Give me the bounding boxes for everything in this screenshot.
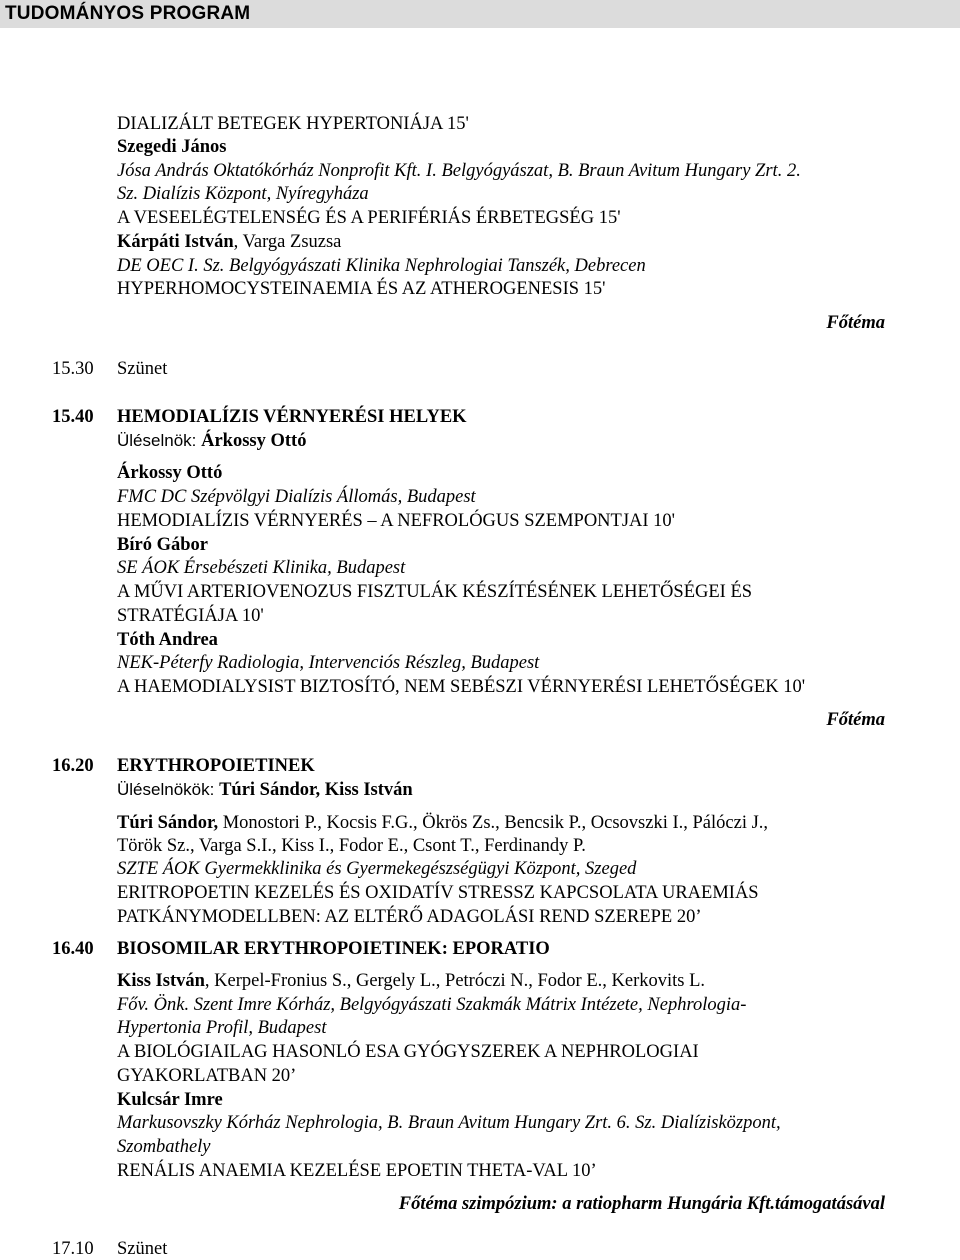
talk-title-cont: GYAKORLATBAN 20’ bbox=[117, 1066, 297, 1086]
talk-title: A HAEMODIALYSIST BIZTOSÍTÓ, NEM SEBÉSZI VÉRNYERÉSI LEHETŐSÉGEK 10' bbox=[117, 677, 806, 697]
author-name: Kulcsár Imre bbox=[117, 1090, 223, 1110]
talk-title-cont: PATKÁNYMODELLBEN: AZ ELTÉRŐ ADAGOLÁSI REND SZEREPE 20’ bbox=[117, 907, 702, 927]
author-name: Bíró Gábor bbox=[117, 535, 208, 555]
author-name: Árkossy Ottó bbox=[117, 463, 223, 483]
header-title: TUDOMÁNYOS PROGRAM bbox=[5, 3, 251, 24]
break-time: 17.10 bbox=[52, 1239, 94, 1259]
break-label: Szünet bbox=[117, 359, 168, 379]
talk-title: A MŰVI ARTERIOVENOZUS FISZTULÁK KÉSZÍTÉSÉNEK LEHETŐSÉGEI ÉS bbox=[117, 582, 753, 602]
session-chair bbox=[117, 779, 413, 801]
institution-cont: Szombathely bbox=[117, 1137, 211, 1157]
chair-label: Üléselnök: bbox=[117, 431, 202, 450]
session-title: BIOSOMILAR ERYTHROPOIETINEK: EPORATIO bbox=[117, 939, 550, 959]
author-name: Tóth Andrea bbox=[117, 630, 218, 650]
main-topic-tag: Főtéma bbox=[826, 313, 885, 333]
authors bbox=[117, 231, 341, 253]
coauthors-cont: Török Sz., Varga S.I., Kiss I., Fodor E., Csont T., Ferdinandy P. bbox=[117, 836, 586, 856]
chair-label: Üléselnökök: bbox=[117, 780, 220, 799]
coauthors: Monostori P., Kocsis F.G., Ökrös Zs., Bencsik P., Ocsovszki I., Pálóczi J., bbox=[218, 813, 769, 833]
sponsor-note: Főtéma szimpózium: a ratiopharm Hungária Kft.támogatásával bbox=[398, 1194, 885, 1214]
institution: SZTE ÁOK Gyermekklinika és Gyermekegészségügyi Központ, Szeged bbox=[117, 859, 637, 879]
authors bbox=[117, 970, 705, 992]
break-time: 15.30 bbox=[52, 359, 94, 379]
institution-cont: Hypertonia Profil, Budapest bbox=[117, 1018, 327, 1038]
author-name: Kárpáti István bbox=[117, 232, 234, 252]
coauthors: , Kerpel-Fronius S., Gergely L., Petróczi N., Fodor E., Kerkovits L. bbox=[204, 971, 706, 991]
authors bbox=[117, 812, 768, 834]
author-name: Szegedi János bbox=[117, 137, 227, 157]
talk-title: A VESEELÉGTELENSÉG ÉS A PERIFÉRIÁS ÉRBETEGSÉG 15' bbox=[117, 208, 621, 228]
talk-title: HEMODIALÍZIS VÉRNYERÉS – A NEFROLÓGUS SZEMPONTJAI 10' bbox=[117, 511, 676, 531]
institution: DE OEC I. Sz. Belgyógyászati Klinika Nephrologiai Tanszék, Debrecen bbox=[117, 256, 646, 276]
institution-cont: Sz. Dialízis Központ, Nyíregyháza bbox=[117, 184, 369, 204]
session-title: ERYTHROPOIETINEK bbox=[117, 756, 315, 776]
main-topic-tag: Főtéma bbox=[826, 710, 885, 730]
break-label: Szünet bbox=[117, 1239, 168, 1259]
talk-title-cont: STRATÉGIÁJA 10' bbox=[117, 606, 264, 626]
author-name: Túri Sándor, bbox=[117, 813, 219, 833]
session-time: 15.40 bbox=[52, 407, 94, 427]
institution: Főv. Önk. Szent Imre Kórház, Belgyógyászati Szakmák Mátrix Intézete, Nephrologia- bbox=[117, 995, 747, 1015]
session-chair bbox=[117, 430, 306, 452]
chair-name: Árkossy Ottó bbox=[201, 431, 307, 451]
talk-title: HYPERHOMOCYSTEINAEMIA ÉS AZ ATHEROGENESIS 15' bbox=[117, 279, 606, 299]
chair-name: Túri Sándor, Kiss István bbox=[219, 780, 413, 800]
session-time: 16.20 bbox=[52, 756, 94, 776]
session-title: HEMODIALÍZIS VÉRNYERÉSI HELYEK bbox=[117, 407, 467, 427]
institution: Markusovszky Kórház Nephrologia, B. Braun Avitum Hungary Zrt. 6. Sz. Dialízisközpont, bbox=[117, 1113, 781, 1133]
talk-title: ERITROPOETIN KEZELÉS ÉS OXIDATÍV STRESSZ KAPCSOLATA URAEMIÁS bbox=[117, 883, 759, 903]
talk-title: RENÁLIS ANAEMIA KEZELÉSE EPOETIN THETA-VAL 10’ bbox=[117, 1161, 597, 1181]
coauthors: , Varga Zsuzsa bbox=[233, 232, 342, 252]
talk-title: DIALIZÁLT BETEGEK HYPERTONIÁJA 15' bbox=[117, 114, 469, 134]
institution: SE ÁOK Érsebészeti Klinika, Budapest bbox=[117, 558, 406, 578]
page-header bbox=[0, 0, 960, 28]
institution: Jósa András Oktatókórház Nonprofit Kft. I. Belgyógyászat, B. Braun Avitum Hungary Zrt. 2. bbox=[117, 161, 801, 181]
session-time: 16.40 bbox=[52, 939, 94, 959]
author-name: Kiss István bbox=[117, 971, 205, 991]
institution: FMC DC Szépvölgyi Dialízis Állomás, Budapest bbox=[117, 487, 476, 507]
talk-title: A BIOLÓGIAILAG HASONLÓ ESA GYÓGYSZEREK A NEPHROLOGIAI bbox=[117, 1042, 699, 1062]
institution: NEK-Péterfy Radiologia, Intervenciós Részleg, Budapest bbox=[117, 653, 540, 673]
